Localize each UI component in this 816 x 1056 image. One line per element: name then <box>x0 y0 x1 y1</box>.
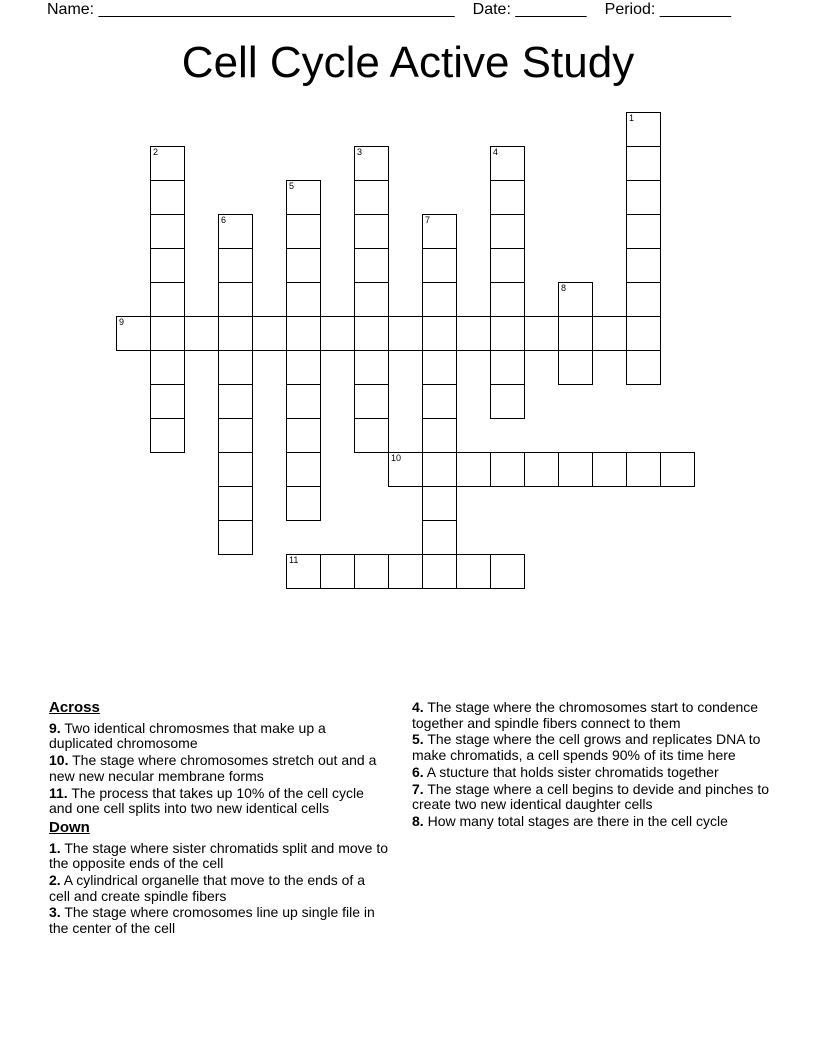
grid-cell[interactable] <box>320 316 355 351</box>
cell-number: 10 <box>391 453 402 463</box>
clue-item: 11. The process that takes up 10% of the cell cycle and one cell splits into two new identical cells <box>49 784 364 817</box>
cell-number: 2 <box>153 147 159 157</box>
clue-number: 10. <box>49 752 69 769</box>
grid-cell[interactable] <box>456 316 491 351</box>
grid-cell[interactable] <box>422 452 457 487</box>
across-heading: Across <box>49 699 100 716</box>
grid-cell[interactable] <box>558 282 593 317</box>
grid-cell[interactable] <box>354 214 389 249</box>
grid-cell[interactable] <box>354 384 389 419</box>
grid-cell[interactable] <box>184 316 219 351</box>
clue-item: 10. The stage where chromosomes stretch out and a new new necular membrane forms <box>49 752 377 784</box>
clue-number: 5. <box>412 731 424 748</box>
grid-cell[interactable] <box>354 418 389 453</box>
grid-cell[interactable] <box>218 248 253 283</box>
grid-cell[interactable] <box>592 316 627 351</box>
grid-cell[interactable] <box>286 316 321 351</box>
grid-cell[interactable] <box>558 316 593 351</box>
cell-number: 8 <box>561 283 567 293</box>
grid-cell[interactable] <box>626 112 661 147</box>
grid-cell[interactable] <box>218 486 253 521</box>
grid-cell[interactable] <box>422 214 457 249</box>
grid-cell[interactable] <box>490 350 525 385</box>
grid-cell[interactable] <box>218 316 253 351</box>
grid-cell[interactable] <box>150 214 185 249</box>
grid-cell[interactable] <box>354 554 389 589</box>
grid-cell[interactable] <box>218 350 253 385</box>
name-label: Name: <box>47 1 95 18</box>
grid-cell[interactable] <box>286 214 321 249</box>
grid-cell[interactable] <box>524 452 559 487</box>
grid-cell[interactable] <box>354 350 389 385</box>
clue-number: 3. <box>49 904 61 921</box>
cell-number: 6 <box>221 215 227 225</box>
grid-cell[interactable] <box>218 452 253 487</box>
grid-cell[interactable] <box>490 282 525 317</box>
period-blank-line[interactable]: ________ <box>659 1 731 18</box>
clue-number: 2. <box>49 872 61 889</box>
grid-cell[interactable] <box>286 350 321 385</box>
clues-right-column <box>412 700 772 831</box>
grid-cell[interactable] <box>660 452 695 487</box>
grid-cell[interactable] <box>388 452 423 487</box>
grid-cell[interactable] <box>286 248 321 283</box>
cell-number: 11 <box>289 555 299 565</box>
clue-number: 4. <box>412 699 424 715</box>
grid-cell[interactable] <box>320 554 355 589</box>
grid-cell[interactable] <box>388 316 423 351</box>
grid-cell[interactable] <box>422 384 457 419</box>
grid-cell[interactable] <box>422 486 457 521</box>
grid-cell[interactable] <box>456 554 491 589</box>
grid-cell[interactable] <box>456 452 491 487</box>
cell-number: 7 <box>425 215 431 225</box>
grid-cell[interactable] <box>150 180 185 215</box>
grid-cell[interactable] <box>490 214 525 249</box>
grid-cell[interactable] <box>354 316 389 351</box>
clue-number: 8. <box>412 812 424 829</box>
clues-left-column <box>49 700 389 938</box>
down-clue-list-right <box>412 700 772 830</box>
grid-cell[interactable] <box>150 384 185 419</box>
grid-cell[interactable] <box>626 452 661 487</box>
clue-number: 11. <box>49 784 68 801</box>
grid-cell[interactable] <box>150 350 185 385</box>
grid-cell[interactable] <box>150 418 185 453</box>
grid-cell[interactable] <box>558 350 593 385</box>
across-clue-list <box>49 721 389 817</box>
grid-cell[interactable] <box>354 248 389 283</box>
grid-cell[interactable] <box>626 248 661 283</box>
grid-cell[interactable] <box>150 248 185 283</box>
grid-cell[interactable] <box>218 520 253 555</box>
grid-cell[interactable] <box>150 316 185 351</box>
grid-cell[interactable] <box>626 350 661 385</box>
grid-cell[interactable] <box>116 316 151 351</box>
date-blank-line[interactable]: ________ <box>515 1 587 18</box>
clue-item: 2. A cylindrical organelle that move to the ends of a cell and create spindle fibers <box>49 872 365 904</box>
grid-cell[interactable] <box>150 282 185 317</box>
grid-cell[interactable] <box>286 180 321 215</box>
grid-cell[interactable] <box>558 452 593 487</box>
clue-item: 5. The stage where the cell grows and replicates DNA to make chromatids, a cell spends 90% of its time here <box>412 731 761 764</box>
grid-cell[interactable] <box>422 282 457 317</box>
grid-cell[interactable] <box>422 248 457 283</box>
grid-cell[interactable] <box>626 282 661 317</box>
grid-cell[interactable] <box>490 452 525 487</box>
cell-number: 5 <box>289 181 295 191</box>
grid-cell[interactable] <box>218 418 253 453</box>
grid-cell[interactable] <box>286 384 321 419</box>
clue-item: 6. A stucture that holds sister chromatids together <box>412 763 719 780</box>
clue-item: 7. The stage where a cell begins to devide and pinches to create two new identical daughter cells <box>412 780 769 813</box>
cell-number: 9 <box>119 317 125 327</box>
grid-cell[interactable] <box>286 486 321 521</box>
grid-cell[interactable] <box>626 180 661 215</box>
down-heading: Down <box>49 818 90 836</box>
grid-cell[interactable] <box>490 316 525 351</box>
cell-number: 4 <box>493 147 499 157</box>
grid-cell[interactable] <box>354 180 389 215</box>
clue-number: 6. <box>412 763 424 780</box>
grid-cell[interactable] <box>422 316 457 351</box>
clue-item: 9. Two identical chromosmes that make up a duplicated chromosome <box>49 719 326 752</box>
grid-cell[interactable] <box>422 418 457 453</box>
grid-cell[interactable] <box>286 452 321 487</box>
grid-cell[interactable] <box>218 214 253 249</box>
grid-cell[interactable] <box>490 180 525 215</box>
clue-number: 1. <box>49 839 61 856</box>
date-label: Date: <box>472 1 511 18</box>
grid-cell[interactable] <box>626 214 661 249</box>
grid-cell[interactable] <box>218 384 253 419</box>
grid-cell[interactable] <box>422 350 457 385</box>
grid-cell[interactable] <box>150 146 185 181</box>
cell-number: 1 <box>629 113 635 123</box>
clue-item: 3. The stage where cromosomes line up single file in the center of the cell <box>49 904 375 937</box>
grid-cell[interactable] <box>354 146 389 181</box>
grid-cell[interactable] <box>490 248 525 283</box>
grid-cell[interactable] <box>490 554 525 589</box>
grid-cell[interactable] <box>252 316 287 351</box>
grid-cell[interactable] <box>286 282 321 317</box>
grid-cell[interactable] <box>388 554 423 589</box>
grid-cell[interactable] <box>218 282 253 317</box>
grid-cell[interactable] <box>422 554 457 589</box>
cell-number: 3 <box>357 147 363 157</box>
grid-cell[interactable] <box>286 554 321 589</box>
grid-cell[interactable] <box>354 282 389 317</box>
grid-cell[interactable] <box>286 418 321 453</box>
grid-cell[interactable] <box>422 520 457 555</box>
period-label: Period: <box>604 1 656 18</box>
grid-cell[interactable] <box>490 146 525 181</box>
grid-cell[interactable] <box>490 384 525 419</box>
grid-cell[interactable] <box>592 452 627 487</box>
grid-cell[interactable] <box>524 316 559 351</box>
worksheet-title: Cell Cycle Active Study <box>181 38 635 87</box>
clue-item: 1. The stage where sister chromatids split and move to the opposite ends of the cell <box>49 839 389 872</box>
clue-number: 7. <box>412 780 424 797</box>
clue-item: 4. The stage where the chromosomes start to condence together and spindle fibers connect to them <box>412 699 759 731</box>
clue-number: 9. <box>49 719 61 736</box>
grid-cell[interactable] <box>626 146 661 181</box>
grid-cell[interactable] <box>626 316 661 351</box>
down-clue-list-left <box>49 841 389 937</box>
clue-item: 8. How many total stages are there in the cell cycle <box>412 812 728 829</box>
name-blank-line[interactable]: ________________________________________ <box>98 1 455 18</box>
